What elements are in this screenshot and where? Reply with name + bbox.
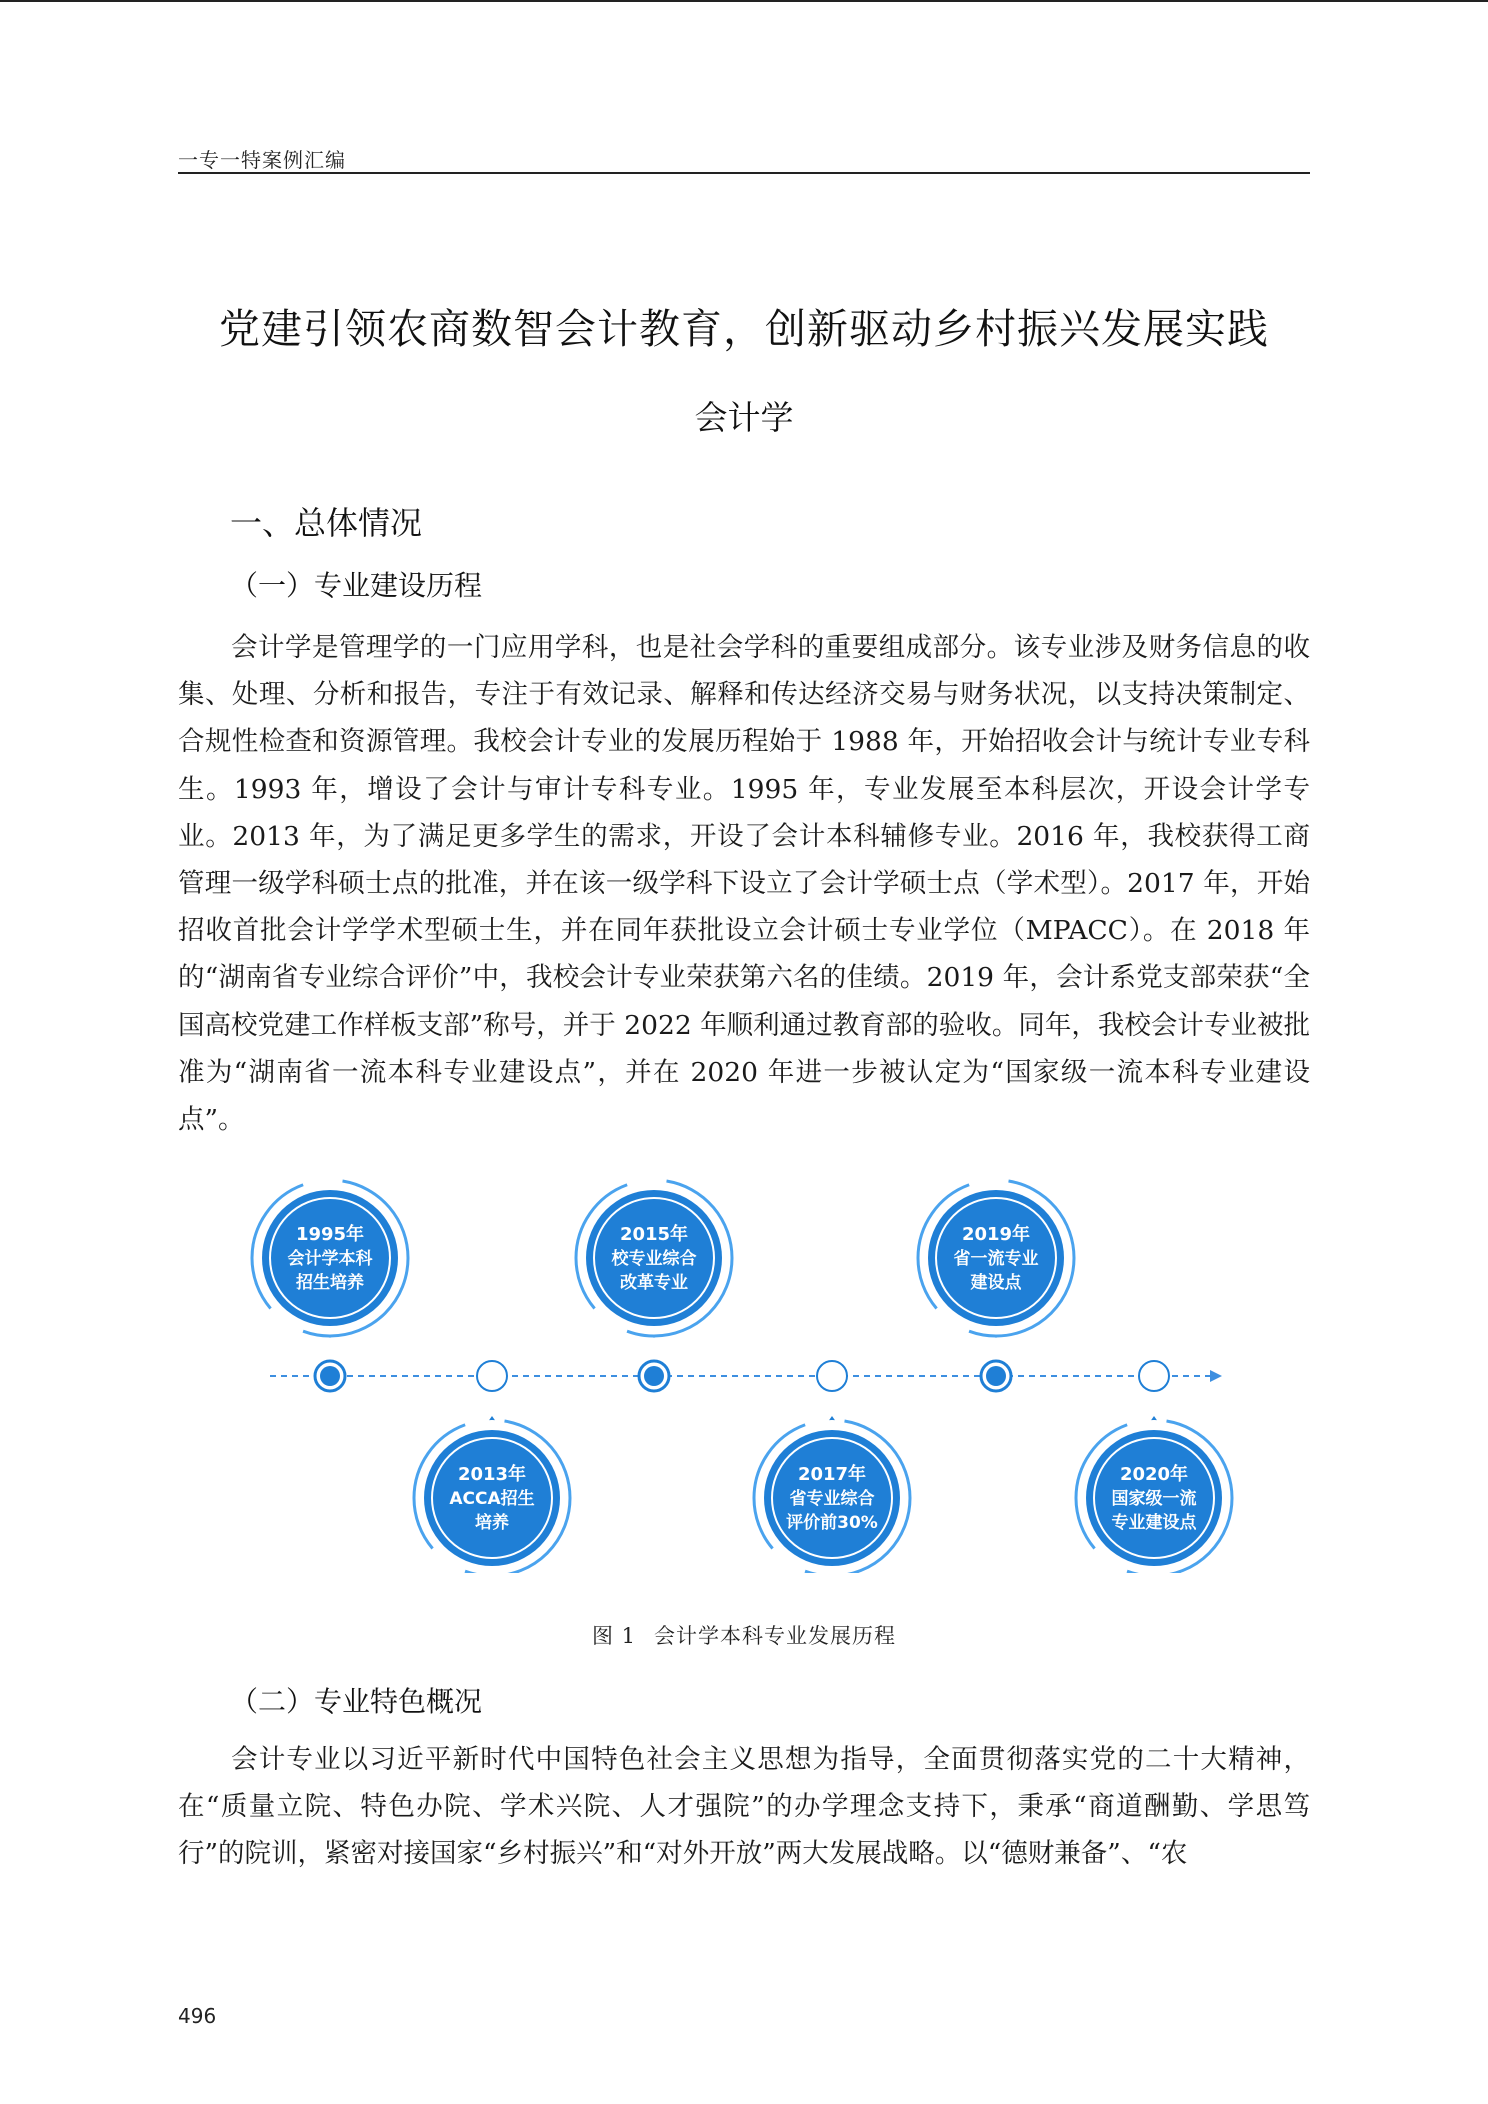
- timeline-milestone: [414, 1361, 570, 1573]
- milestone-text-line: 2013年: [457, 1464, 527, 1485]
- figure-caption: [178, 1620, 1310, 1650]
- milestone-text-line: ACCA招生: [449, 1489, 535, 1509]
- running-head: 一专一特案例汇编: [178, 148, 346, 172]
- paragraph-features: 会计专业以习近平新时代中国特色社会主义思想为指导，全面贯彻落实党的二十大精神，在“质量立院、特色办院、学术兴院、人才强院”的办学理念支持下，秉承“商道酬勤、学思笃行”的院训，紧密对接国家“乡村振兴”和“对外开放”两大发展战略。以“德财兼备”、“农: [178, 1744, 1310, 1870]
- header-rule: [178, 172, 1310, 174]
- milestone-text-line: 培养: [475, 1513, 509, 1533]
- milestone-text-line: 校专业综合: [611, 1249, 697, 1269]
- timeline-node: [477, 1361, 507, 1391]
- milestone-text-line: 省一流专业: [953, 1249, 1039, 1269]
- timeline-node-fill: [320, 1366, 340, 1386]
- milestone-text-line: 2019年: [961, 1224, 1031, 1245]
- figure-number: 图 1: [591, 1624, 637, 1648]
- milestone-text-line: 评价前30%: [786, 1513, 878, 1533]
- timeline-milestone: [754, 1361, 910, 1573]
- milestone-text-line: 1995年: [295, 1224, 365, 1245]
- timeline-milestone: [252, 1180, 408, 1391]
- timeline-milestone: [1076, 1361, 1232, 1573]
- milestone-text-line: 招生培养: [296, 1273, 364, 1293]
- article-title: 党建引领农商数智会计教育，创新驱动乡村振兴发展实践: [219, 305, 1269, 353]
- milestone-text-line: 改革专业: [620, 1273, 688, 1293]
- section-heading-overview: 一、总体情况: [230, 504, 423, 542]
- timeline-node-fill: [644, 1366, 664, 1386]
- timeline-arrowhead: [1210, 1370, 1222, 1382]
- milestone-text-line: 2017年: [797, 1464, 867, 1485]
- milestone-text-line: 会计学本科: [287, 1249, 373, 1269]
- article-subtitle: 会计学: [694, 398, 794, 437]
- figure-caption-text: 会计学本科专业发展历程: [654, 1624, 897, 1648]
- subsection-heading-history: （一）专业建设历程: [230, 569, 483, 602]
- timeline-node: [817, 1361, 847, 1391]
- milestone-text-line: 2020年: [1119, 1464, 1189, 1485]
- timeline-figure: [240, 1178, 1240, 1573]
- milestone-text-line: 国家级一流: [1111, 1489, 1197, 1509]
- timeline-milestone: [918, 1180, 1074, 1391]
- timeline-graphic: [240, 1178, 1240, 1573]
- timeline-node-fill: [986, 1366, 1006, 1386]
- milestone-text-line: 2015年: [619, 1224, 689, 1245]
- milestone-text-line: 建设点: [970, 1273, 1022, 1293]
- page-number: 496: [178, 2004, 217, 2028]
- milestone-text-line: 省专业综合: [789, 1489, 875, 1509]
- page-top-border: [0, 0, 1488, 2]
- paragraph-history: 会计学是管理学的一门应用学科，也是社会学科的重要组成部分。该专业涉及财务信息的收集、处理、分析和报告，专注于有效记录、解释和传达经济交易与财务状况，以支持决策制定、合规性检查和资源管理。我校会计专业的发展历程始于 1988 年，开始招收会计与统计专业专科生。1993 年，增设了会计与审计专科专业。1995 年，专业发展至本科层次，开设会计学专业。2013 年，为了满足更多学生的需求，开设了会计本科辅修专业。2016 年，我校获得工商管理一级学科硕士点的批准，并在该一级学科下设立了会计学硕士点（学术型）。2017 年，开始招收首批会计学学术型硕士生，并在同年获批设立会计硕士专业学位（MPACC）。在 2018 年的“湖南省专业综合评价”中，我校会计专业荣获第六名的佳绩。2019 年，会计系党支部荣获“全国高校党建工作样板支部”称号，并于 2022 年顺利通过教育部的验收。同年，我校会计专业被批准为“湖南省一流本科专业建设点”，并在 2020 年进一步被认定为“国家级一流本科专业建设点”。: [178, 632, 1310, 1136]
- timeline-node: [1139, 1361, 1169, 1391]
- timeline-milestone: [576, 1180, 732, 1391]
- milestone-text-line: 专业建设点: [1111, 1513, 1197, 1533]
- subsection-heading-features: （二）专业特色概况: [230, 1685, 483, 1718]
